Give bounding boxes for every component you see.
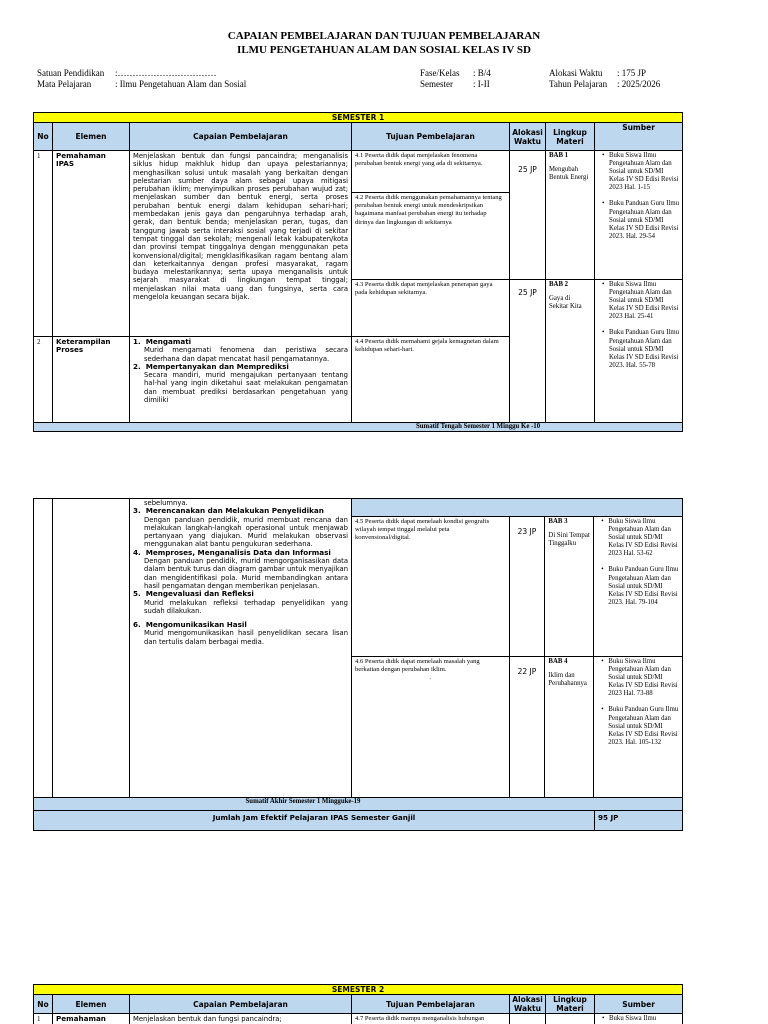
step1-heading: Mengamati: [145, 337, 192, 346]
s2-row1-cp: Menjelaskan bentuk dan fungsi pancaindra;: [130, 1014, 352, 1024]
bab4-materi: Iklim dan Perubahannya: [548, 672, 587, 688]
semester1-continued-table: [33, 498, 683, 831]
bab3-materi: Di Sini Tempat Tinggalku: [548, 532, 590, 548]
jumlah-label: Jumlah Jam Efektif Pelajaran IPAS Semester Ganjil: [34, 811, 595, 831]
cont-cp: sebelumnya. 3. Merencanakan dan Melakukan Penyelidikan Dengan panduan pendidik, murid membuat rencana dan melakukan langkah-langkah operasional untuk menjawab pertanyaan yang diajukan. Murid melakukan observasi menggunakan alat bantu pengukuran sederhana. 4. Memproses, Menganalisis Data dan Informasi Dengan panduan pendidik, murid mengorganisasikan data dalam bentuk turus dan diagram gambar untuk menyajikan dan mengidentifikasi pola. Murid membandingkan antara hasil pengamatan dengan memberikan penjelasan. 5. Mengevaluasi dan Refleksi Murid melakukan refleksi terhadap penyelidikan yang sudah dilakukan. 6. Mengomunikasikan Hasil Murid mengomunikasikan hasil penyelidikan secara lisan dan tertulis dalam berbagai media.: [130, 499, 352, 798]
bab1-jp: 25 JP: [510, 151, 545, 280]
header-tp: Tujuan Pembelajaran: [352, 123, 510, 151]
doc-title-1: CAPAIAN PEMBELAJARAN DAN TUJUAN PEMBELAJARAN: [227, 30, 541, 42]
sumatif-akhir: Sumatif Akhir Semester 1 Mingguke-19: [34, 798, 683, 811]
doc-title-2: ILMU PENGETAHUAN ALAM DAN SOSIAL KELAS IV SD: [237, 44, 531, 56]
step5-body: Murid melakukan refleksi terhadap penyelidikan yang sudah dilakukan.: [144, 598, 348, 615]
s2-header-no: No: [34, 995, 53, 1014]
tp-4-6-dot: .: [429, 674, 432, 682]
bab3-jp: 23 JP: [510, 517, 546, 656]
step3-body: Dengan panduan pendidik, murid membuat rencana dan melakukan langkah-langkah operasional untuk menjawab pertanyaan yang diajukan. Murid melakukan observasi menggunakan alat bantu pengukuran sederhana.: [144, 515, 348, 549]
step3-heading: Merencanakan dan Melakukan Penyelidikan: [145, 506, 324, 516]
header-lingkup: Lingkup Materi: [546, 123, 595, 151]
jp-cell-1: [510, 151, 546, 423]
s2-row1-sumber-cell: [595, 1014, 683, 1024]
tp-4-3: 4.3 Peserta didik dapat menjelaskan penerapan gaya pada kehidupan sekitarnya.: [352, 280, 509, 337]
sumatif-tengah: Sumatif Tengah Semester 1 Minggu Ke -10: [34, 423, 683, 432]
semester1-table: [33, 112, 683, 432]
s2-header-tp: Tujuan Pembelajaran: [352, 995, 510, 1014]
row1-cp: Menjelaskan bentuk dan fungsi pancaindra; menganalisis siklus hidup makhluk hidup dan upaya pelestariannya; menghasilkan solusi untuk masalah yang berkaitan dengan pelestarian sumber daya alam sebagai upaya mitigasi perubahan iklim; menyimpulkan proses perubahan wujud zat; menjelaskan sumber dan bentuk energi, serta proses perubahan bentuk energi dalam kehidupan sehari-hari; membedakan jenis gaya dan pengaruhnya terhadap arah, gerak, dan bentuk benda; menjelaskan peran, tugas, dan tanggung jawab serta interaksi sosial yang terjadi di sekitar tempat tinggal dan sekolah; mengenali letak kabupaten/kota dan provinsi tempat tinggalnya dengan menggunakan peta konvensional/digital; mengklasifikasikan ragam bentang alam dan keterkaitannya dengan profesi masyarakat, ragam budaya melestarikannya; serta upaya menganalisis untuk sejarah masyarakat di lingkungan tempat tinggal; menjelaskan nilai mata uang dan fungsinya, serta cara mengelola keuangan secara bijak.: [130, 151, 352, 337]
step6-heading: Mengomunikasikan Hasil: [145, 620, 247, 630]
s2-header-sumber: Sumber: [595, 995, 683, 1014]
bab2-jp: 25 JP: [518, 288, 537, 297]
semester2-wrapper: [33, 984, 683, 1024]
step2-body: Secara mandiri, murid mengajukan pertanyaan tentang hal-hal yang ingin diketahui saat melakukan pengamatan dan membuat prediksi berdasarkan pengetahuan yang dimiliki: [144, 371, 348, 405]
sumber-bab4-siswa: • Buku Siswa Ilmu Pengetahuan Alam dan Sosial untuk SD/MI Kelas IV SD Edisi Revisi 2023 Hal. 73-88: [608, 658, 679, 698]
step5-heading: Mengevaluasi dan Refleksi: [145, 589, 254, 599]
cont-elemen: [53, 499, 130, 798]
step4-body: Dengan panduan pendidik, murid mengorganisasikan data dalam bentuk turus dan diagram gambar untuk menyajikan dan mengidentifikasi pola. Murid membandingkan antara hasil pengamatan dengan memberikan penjelasan.: [144, 557, 348, 590]
bab1-label: BAB 1: [549, 152, 569, 159]
cont-right-block: [352, 499, 683, 798]
cont-no: [34, 499, 53, 798]
cont-text: sebelumnya.: [144, 499, 188, 507]
step2-heading: Mempertanyakan dan Memprediksi: [145, 361, 289, 371]
row2-cp: 1. Mengamati Murid mengamati fenomena dan peristiwa secara sederhana dan dapat mencatat hasil pengamatannya. 2. Mempertanyakan dan Memprediksi Secara mandiri, murid mengajukan pertanyaan tentang hal-hal yang ingin diketahui saat melakukan pengamatan dan membuat prediksi berdasarkan pengetahuan yang dimiliki: [130, 337, 352, 423]
row1-elemen: Pemahaman IPAS: [53, 151, 130, 337]
sumber-bab1-guru: • Buku Panduan Guru Ilmu Pengetahuan Alam dan Sosial untuk SD/MI Kelas IV SD Edisi Revisi 2023. Hal. 29-54: [609, 200, 679, 240]
s2-row1-tp: 4.7 Peserta didik mampu menganalisis hubungan: [352, 1014, 510, 1024]
header-no: No: [34, 123, 53, 151]
s2-sumber-siswa: • Buku Siswa Ilmu: [609, 1015, 679, 1023]
semester1-label: SEMESTER 1: [34, 113, 683, 123]
satuan-label: Satuan Pendidikan: [37, 68, 105, 78]
cont-header-band: [352, 499, 682, 517]
sumber-cell-1: [595, 151, 683, 423]
sumber-bab1-siswa: • Buku Siswa Ilmu Pengetahuan Alam dan Sosial untuk SD/MI Kelas IV SD Edisi Revisi 2023 Hal. 1-15: [609, 152, 679, 192]
bab4-label: BAB 4: [548, 658, 568, 665]
fase-label: Fase/Kelas: [420, 68, 460, 78]
sumber-bab2-siswa: • Buku Siswa Ilmu Pengetahuan Alam dan Sosial untuk SD/MI Kelas IV SD Edisi Revisi 2023 Hal. 25-41: [609, 281, 679, 321]
tp-cell-1: [352, 151, 510, 423]
mapel-value: : Ilmu Pengetahuan Alam dan Sosial: [115, 79, 247, 89]
bab2-materi: Gaya di Sekitar Kita: [549, 295, 582, 311]
header-cp: Capaian Pembelajaran: [130, 123, 352, 151]
header-alokasi: Alokasi Waktu: [510, 123, 546, 151]
tp-4-4: 4.4 Peserta didik memahami gejala kemagnetan dalam kehidupan sehari-hari.: [355, 338, 499, 354]
step4-heading: Memproses, Menganalisis Data dan Informasi: [145, 547, 331, 557]
semester2-table: [33, 984, 683, 1024]
bab4-jp: 22 JP: [510, 657, 546, 797]
sumber-bab4-guru: • Buku Panduan Guru Ilmu Pengetahuan Alam dan Sosial untuk SD/MI Kelas IV SD Edisi Revisi 2023. Hal. 105-132: [608, 706, 679, 746]
step1-body: Murid mengamati fenomena dan peristiwa secara sederhana dan dapat mencatat hasil pengamatannya.: [144, 346, 348, 363]
bab1-materi: Mengubah Bentuk Energi: [549, 166, 589, 182]
s2-header-lingkup: Lingkup Materi: [546, 995, 595, 1014]
s2-row1-elemen: Pemahaman: [53, 1014, 130, 1024]
header-sumber: Sumber: [595, 123, 683, 151]
semester2-label: SEMESTER 2: [34, 985, 683, 995]
row1-no: 1: [34, 151, 53, 337]
jumlah-value: 95 JP: [595, 811, 683, 831]
tp-4-2: 4.2 Peserta didik menggunakan pemahamannya tentang perubahan bentuk energi untuk mendeskripsikan bagaimana manfaat perubahan energi itu terhadap dirinya dan lingkungan di sekitarnya: [352, 193, 509, 280]
semester-label: Semester: [420, 79, 453, 89]
row2-no: 2: [34, 337, 53, 423]
tahun-label: Tahun Pelajaran: [549, 79, 608, 89]
satuan-value: :……………………………: [115, 68, 217, 78]
lingkup-cell-1: [546, 151, 595, 423]
s2-header-elemen: Elemen: [53, 995, 130, 1014]
sumber-bab2-guru: • Buku Panduan Guru Ilmu Pengetahuan Alam dan Sosial untuk SD/MI Kelas IV SD Edisi Revisi 2023. Hal. 55-78: [609, 329, 679, 369]
bab3-label: BAB 3: [548, 518, 568, 525]
header-elemen: Elemen: [53, 123, 130, 151]
sumber-bab3-siswa: • Buku Siswa Ilmu Pengetahuan Alam dan Sosial untuk SD/MI Kelas IV SD Edisi Revisi 2023 Hal. 53-62: [608, 518, 679, 558]
tp-4-5: 4.5 Peserta didik dapat menelaah kondisi geografis wilayah tempat tinggal melalui peta konvensional/digital.: [352, 517, 510, 656]
s2-header-cp: Capaian Pembelajaran: [130, 995, 352, 1014]
s2-row1-no: 1: [34, 1014, 53, 1024]
tp-4-6: 4.6 Peserta didik dapat menelaah masalah yang berkaitan dengan perubahan iklim.: [355, 658, 480, 674]
s2-row1-jp: [510, 1014, 546, 1024]
fase-value: : B/4: [473, 68, 491, 78]
s2-header-alokasi: Alokasi Waktu: [510, 995, 546, 1014]
sumber-bab3-guru: • Buku Panduan Guru Ilmu Pengetahuan Alam dan Sosial untuk SD/MI Kelas IV SD Edisi Revisi 2023. Hal. 79-104: [608, 566, 679, 606]
alokasi-value: : 175 JP: [617, 68, 647, 78]
tp-4-1: 4.1 Peserta didik dapat menjelaskan fenomena perubahan bentuk energi yang ada di sekitarnya.: [352, 151, 509, 193]
step6-body: Murid mengomunikasikan hasil penyelidikan secara lisan dan tertulis dalam berbagai media.: [144, 629, 348, 646]
s2-row1-lingkup: [546, 1014, 595, 1024]
bab2-label: BAB 2: [549, 281, 569, 288]
semester-value: : I-II: [473, 79, 490, 89]
mapel-label: Mata Pelajaran: [37, 79, 92, 89]
alokasi-label: Alokasi Waktu: [549, 68, 603, 78]
row2-elemen: Keterampilan Proses: [53, 337, 130, 423]
tahun-value: : 2025/2026: [617, 79, 661, 89]
